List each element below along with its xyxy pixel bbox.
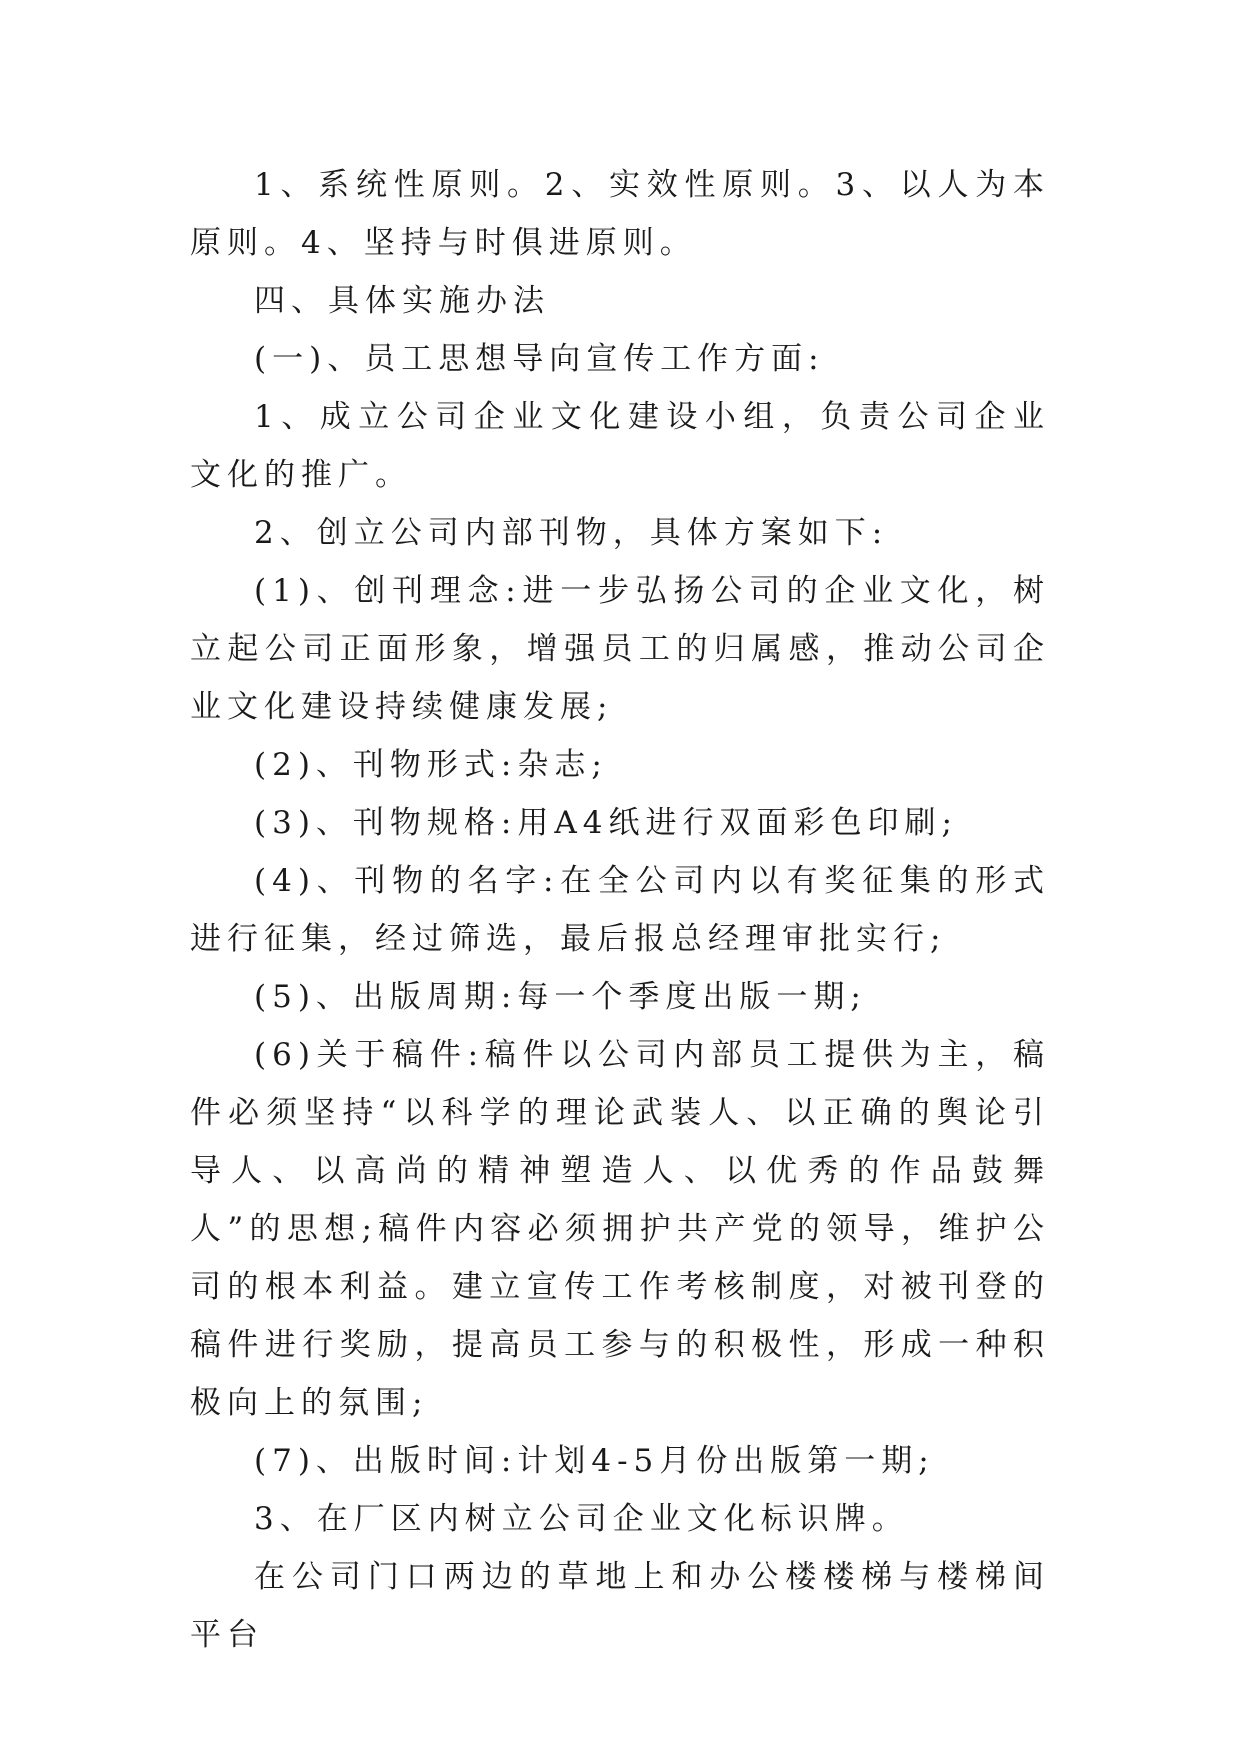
paragraph-item-3: 3、在厂区内树立公司企业文化标识牌。	[254, 1501, 909, 1537]
paragraph-sub-3: (3)、刊物规格:用A4纸进行双面彩色印刷;	[254, 805, 958, 841]
paragraph-sub-7: (7)、出版时间:计划4-5月份出版第一期;	[254, 1443, 935, 1479]
paragraph-sub-5: (5)、出版周期:每一个季度出版一期;	[254, 979, 867, 1015]
paragraph-signage: 在公司门口两边的草地上和办公楼楼梯与楼梯间平台	[190, 1559, 1050, 1653]
document-body	[190, 156, 1050, 1664]
paragraph-item-2: 2、创立公司内部刊物，具体方案如下:	[254, 515, 889, 551]
paragraph-principles: 1、系统性原则。2、实效性原则。3、以人为本原则。4、坚持与时俱进原则。	[190, 167, 1050, 261]
subsection-heading-propaganda: (一)、员工思想导向宣传工作方面:	[254, 341, 825, 377]
paragraph-sub-4: (4)、刊物的名字:在全公司内以有奖征集的形式进行征集，经过筛选，最后报总经理审批实行;	[190, 863, 1050, 957]
paragraph-item-1: 1、成立公司企业文化建设小组，负责公司企业文化的推广。	[190, 399, 1050, 493]
paragraph-sub-2: (2)、刊物形式:杂志;	[254, 747, 608, 783]
paragraph-sub-1: (1)、创刊理念:进一步弘扬公司的企业文化，树立起公司正面形象，增强员工的归属感，推动公司企业文化建设持续健康发展;	[190, 573, 1050, 725]
paragraph-sub-6: (6)关于稿件:稿件以公司内部员工提供为主，稿件必须坚持“以科学的理论武装人、以正确的舆论引导人、以高尚的精神塑造人、以优秀的作品鼓舞人”的思想;稿件内容必须拥护共产党的领导，维护公司的根本利益。建立宣传工作考核制度，对被刊登的稿件进行奖励，提高员工参与的积极性，形成一种积极向上的氛围;	[190, 1037, 1050, 1421]
section-heading-implementation: 四、具体实施办法	[254, 283, 550, 319]
